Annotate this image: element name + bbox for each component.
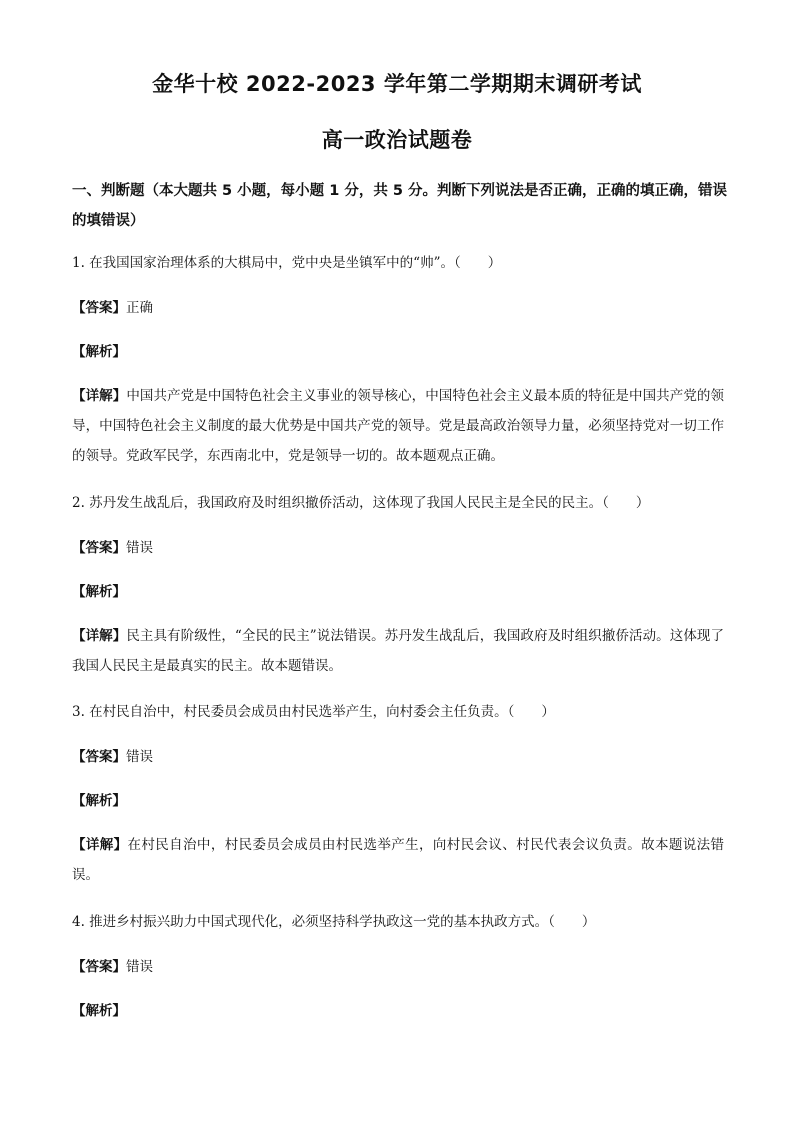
answer-value: 错误: [126, 749, 153, 765]
detail-label: 【详解】: [72, 388, 127, 404]
question-3-answer: [72, 742, 732, 772]
question-2-analysis: [72, 577, 732, 607]
question-2-detail: [72, 621, 724, 681]
answer-value: 正确: [126, 300, 153, 316]
detail-label: 【详解】: [72, 837, 128, 853]
detail-text: 中国共产党是中国特色社会主义事业的领导核心，中国特色社会主义最本质的特征是中国共产党的领导，中国特色社会主义制度的最大优势是中国共产党的领导。党是最高政治领导力量，必须坚持党对一切工作的领导。党政军民学，东西南北中，党是领导一切的。故本题观点正确。: [72, 388, 725, 464]
question-1-analysis: [72, 337, 732, 367]
question-3-stem: 3. 在村民自治中，村民委员会成员由村民选举产生，向村委会主任负责。（ ）: [72, 704, 555, 720]
answer-label: 【答案】: [72, 749, 126, 765]
answer-value: 错误: [126, 959, 153, 975]
analysis-label: 【解析】: [72, 1003, 126, 1019]
document-title: 金华十校 2022-2023 学年第二学期期末调研考试: [152, 72, 642, 96]
question-4-stem: 4. 推进乡村振兴助力中国式现代化，必须坚持科学执政这一党的基本执政方式。（ ）: [72, 914, 596, 930]
answer-label: 【答案】: [72, 300, 126, 316]
detail-text: 在村民自治中，村民委员会成员由村民选举产生，向村民会议、村民代表会议负责。故本题说法错误。: [72, 837, 725, 883]
question-4-answer: [72, 952, 732, 982]
answer-label: 【答案】: [72, 959, 126, 975]
question-2-stem: 2. 苏丹发生战乱后，我国政府及时组织撤侨活动，这体现了我国人民民主是全民的民主。（ ）: [72, 495, 650, 511]
detail-label: 【详解】: [72, 628, 127, 644]
detail-text: 民主具有阶级性，“全民的民主”说法错误。苏丹发生战乱后，我国政府及时组织撤侨活动。这体现了我国人民民主是最真实的民主。故本题错误。: [72, 628, 724, 674]
document-subtitle: 高一政治试题卷: [321, 128, 473, 152]
question-1-detail: [72, 381, 724, 471]
question-2-answer: [72, 533, 732, 563]
analysis-label: 【解析】: [72, 344, 126, 360]
analysis-label: 【解析】: [72, 584, 126, 600]
analysis-label: 【解析】: [72, 793, 126, 809]
answer-label: 【答案】: [72, 540, 126, 556]
question-1-stem: 1. 在我国国家治理体系的大棋局中，党中央是坐镇军中的“帅”。（ ）: [72, 255, 502, 271]
question-1-answer: [72, 293, 732, 323]
question-3-analysis: [72, 786, 732, 816]
section-heading: 一、判断题（本大题共 5 小题，每小题 1 分，共 5 分。判断下列说法是否正确，正确的填正确，错误的填错误）: [72, 183, 728, 229]
question-3-detail: [72, 830, 724, 890]
question-4-analysis: [72, 996, 732, 1026]
answer-value: 错误: [126, 540, 153, 556]
